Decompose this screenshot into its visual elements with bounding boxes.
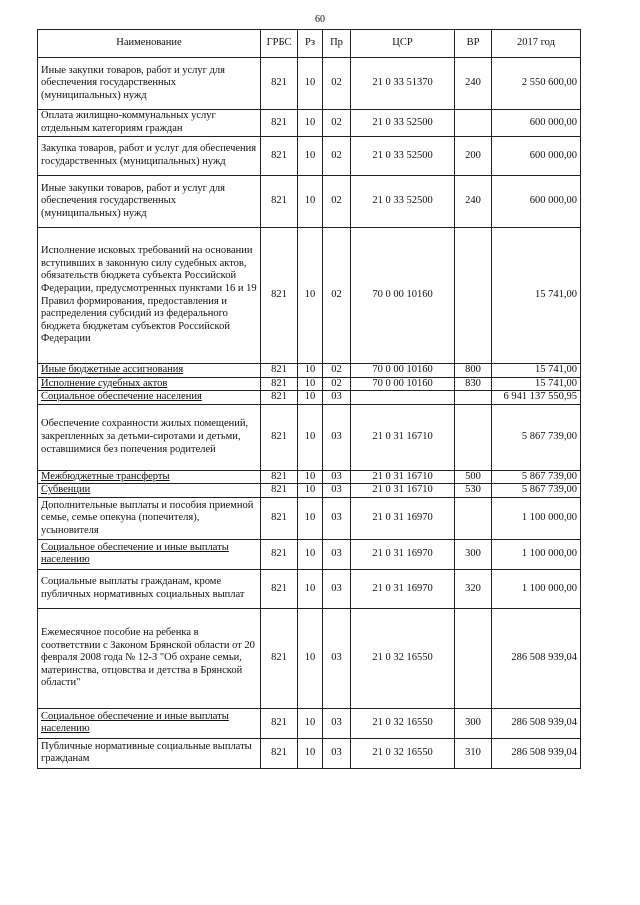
cell-amount: 600 000,00 bbox=[492, 176, 581, 228]
cell-vr: 310 bbox=[455, 738, 492, 768]
cell-name: Оплата жилищно-коммунальных услуг отдельным категориям граждан bbox=[38, 110, 261, 137]
header-vr: ВР bbox=[455, 30, 492, 58]
cell-grbs: 821 bbox=[261, 484, 298, 498]
cell-rz: 10 bbox=[298, 377, 323, 391]
cell-vr: 240 bbox=[455, 176, 492, 228]
cell-pr: 03 bbox=[323, 484, 351, 498]
cell-pr: 03 bbox=[323, 708, 351, 738]
cell-amount: 15 741,00 bbox=[492, 377, 581, 391]
cell-pr: 03 bbox=[323, 539, 351, 569]
cell-rz: 10 bbox=[298, 176, 323, 228]
cell-name: Субвенции bbox=[38, 484, 261, 498]
cell-amount: 5 867 739,00 bbox=[492, 470, 581, 484]
table-row bbox=[38, 497, 581, 539]
cell-amount: 1 100 000,00 bbox=[492, 539, 581, 569]
header-csr: ЦСР bbox=[351, 30, 455, 58]
budget-table bbox=[37, 29, 581, 769]
cell-csr bbox=[351, 391, 455, 405]
table-row bbox=[38, 470, 581, 484]
cell-amount: 286 508 939,04 bbox=[492, 708, 581, 738]
cell-vr: 200 bbox=[455, 137, 492, 176]
cell-pr: 03 bbox=[323, 738, 351, 768]
cell-pr: 03 bbox=[323, 404, 351, 470]
table-row bbox=[38, 608, 581, 708]
header-pr: Пр bbox=[323, 30, 351, 58]
cell-vr bbox=[455, 404, 492, 470]
cell-csr: 21 0 32 16550 bbox=[351, 738, 455, 768]
cell-rz: 10 bbox=[298, 569, 323, 608]
cell-vr: 530 bbox=[455, 484, 492, 498]
cell-amount: 286 508 939,04 bbox=[492, 608, 581, 708]
cell-rz: 10 bbox=[298, 110, 323, 137]
header-name: Наименование bbox=[38, 30, 261, 58]
cell-grbs: 821 bbox=[261, 176, 298, 228]
cell-grbs: 821 bbox=[261, 110, 298, 137]
cell-amount: 15 741,00 bbox=[492, 228, 581, 364]
cell-csr: 21 0 33 52500 bbox=[351, 137, 455, 176]
cell-rz: 10 bbox=[298, 470, 323, 484]
cell-csr: 21 0 32 16550 bbox=[351, 608, 455, 708]
cell-amount: 5 867 739,00 bbox=[492, 404, 581, 470]
cell-amount: 2 550 600,00 bbox=[492, 58, 581, 110]
cell-csr: 21 0 33 52500 bbox=[351, 110, 455, 137]
cell-pr: 02 bbox=[323, 377, 351, 391]
cell-rz: 10 bbox=[298, 364, 323, 378]
cell-name: Межбюджетные трансферты bbox=[38, 470, 261, 484]
cell-grbs: 821 bbox=[261, 470, 298, 484]
table-row bbox=[38, 738, 581, 768]
cell-pr: 02 bbox=[323, 58, 351, 110]
cell-vr bbox=[455, 608, 492, 708]
cell-vr: 500 bbox=[455, 470, 492, 484]
cell-rz: 10 bbox=[298, 391, 323, 405]
cell-grbs: 821 bbox=[261, 539, 298, 569]
cell-name: Публичные нормативные социальные выплаты гражданам bbox=[38, 738, 261, 768]
cell-rz: 10 bbox=[298, 738, 323, 768]
cell-pr: 02 bbox=[323, 110, 351, 137]
cell-vr bbox=[455, 228, 492, 364]
cell-rz: 10 bbox=[298, 58, 323, 110]
cell-vr: 800 bbox=[455, 364, 492, 378]
cell-grbs: 821 bbox=[261, 738, 298, 768]
cell-amount: 5 867 739,00 bbox=[492, 484, 581, 498]
cell-vr: 320 bbox=[455, 569, 492, 608]
page-number: 60 bbox=[315, 14, 325, 25]
cell-name: Исполнение судебных актов bbox=[38, 377, 261, 391]
cell-vr: 300 bbox=[455, 708, 492, 738]
header-grbs: ГРБС bbox=[261, 30, 298, 58]
cell-csr: 70 0 00 10160 bbox=[351, 377, 455, 391]
cell-name: Социальное обеспечение населения bbox=[38, 391, 261, 405]
table-row bbox=[38, 484, 581, 498]
cell-rz: 10 bbox=[298, 228, 323, 364]
cell-amount: 1 100 000,00 bbox=[492, 569, 581, 608]
cell-name: Иные бюджетные ассигнования bbox=[38, 364, 261, 378]
cell-vr: 240 bbox=[455, 58, 492, 110]
cell-pr: 03 bbox=[323, 608, 351, 708]
cell-rz: 10 bbox=[298, 708, 323, 738]
cell-vr bbox=[455, 110, 492, 137]
cell-pr: 03 bbox=[323, 569, 351, 608]
cell-name: Закупка товаров, работ и услуг для обеспечения государственных (муниципальных) нужд bbox=[38, 137, 261, 176]
cell-grbs: 821 bbox=[261, 497, 298, 539]
cell-amount: 600 000,00 bbox=[492, 110, 581, 137]
table-row bbox=[38, 539, 581, 569]
cell-name: Социальные выплаты гражданам, кроме публичных нормативных социальных выплат bbox=[38, 569, 261, 608]
table-row bbox=[38, 569, 581, 608]
cell-csr: 21 0 33 52500 bbox=[351, 176, 455, 228]
cell-grbs: 821 bbox=[261, 608, 298, 708]
cell-pr: 03 bbox=[323, 391, 351, 405]
cell-grbs: 821 bbox=[261, 404, 298, 470]
cell-rz: 10 bbox=[298, 484, 323, 498]
cell-csr: 21 0 31 16710 bbox=[351, 484, 455, 498]
table-row bbox=[38, 377, 581, 391]
header-year: 2017 год bbox=[492, 30, 581, 58]
cell-grbs: 821 bbox=[261, 58, 298, 110]
cell-name: Социальное обеспечение и иные выплаты населению bbox=[38, 708, 261, 738]
cell-csr: 21 0 31 16970 bbox=[351, 497, 455, 539]
cell-csr: 21 0 31 16710 bbox=[351, 470, 455, 484]
cell-name: Иные закупки товаров, работ и услуг для обеспечения государственных (муниципальных) нужд bbox=[38, 58, 261, 110]
cell-pr: 02 bbox=[323, 228, 351, 364]
cell-csr: 21 0 31 16970 bbox=[351, 569, 455, 608]
table-row bbox=[38, 137, 581, 176]
header-rz: Рз bbox=[298, 30, 323, 58]
cell-amount: 1 100 000,00 bbox=[492, 497, 581, 539]
cell-vr: 830 bbox=[455, 377, 492, 391]
cell-amount: 600 000,00 bbox=[492, 137, 581, 176]
table-row bbox=[38, 404, 581, 470]
cell-amount: 6 941 137 550,95 bbox=[492, 391, 581, 405]
cell-rz: 10 bbox=[298, 539, 323, 569]
cell-csr: 21 0 33 51370 bbox=[351, 58, 455, 110]
cell-grbs: 821 bbox=[261, 391, 298, 405]
table-row bbox=[38, 110, 581, 137]
cell-grbs: 821 bbox=[261, 137, 298, 176]
cell-rz: 10 bbox=[298, 497, 323, 539]
cell-pr: 03 bbox=[323, 470, 351, 484]
cell-pr: 02 bbox=[323, 364, 351, 378]
cell-pr: 02 bbox=[323, 176, 351, 228]
cell-grbs: 821 bbox=[261, 228, 298, 364]
table-row bbox=[38, 176, 581, 228]
cell-csr: 21 0 32 16550 bbox=[351, 708, 455, 738]
cell-rz: 10 bbox=[298, 608, 323, 708]
cell-name: Социальное обеспечение и иные выплаты населению bbox=[38, 539, 261, 569]
cell-pr: 03 bbox=[323, 497, 351, 539]
cell-vr: 300 bbox=[455, 539, 492, 569]
table-row bbox=[38, 391, 581, 405]
cell-grbs: 821 bbox=[261, 708, 298, 738]
cell-grbs: 821 bbox=[261, 569, 298, 608]
cell-amount: 15 741,00 bbox=[492, 364, 581, 378]
cell-csr: 21 0 31 16970 bbox=[351, 539, 455, 569]
table-row bbox=[38, 58, 581, 110]
table-row bbox=[38, 228, 581, 364]
table-header-row bbox=[38, 30, 581, 58]
cell-csr: 21 0 31 16710 bbox=[351, 404, 455, 470]
cell-vr bbox=[455, 497, 492, 539]
cell-rz: 10 bbox=[298, 404, 323, 470]
cell-name: Исполнение исковых требований на основании вступивших в законную силу судебных актов, обязательств бюджета субъекта Российской Федерации, предусмотренных пунктами 16 и 19 Правил формирования, предоставления и распределения субсидий из федерального бюджета бюджетам субъектов Российской Федерации bbox=[38, 228, 261, 364]
cell-rz: 10 bbox=[298, 137, 323, 176]
cell-name: Дополнительные выплаты и пособия приемной семье, семье опекуна (попечителя), усыновителя bbox=[38, 497, 261, 539]
table-row bbox=[38, 364, 581, 378]
table-row bbox=[38, 708, 581, 738]
cell-csr: 70 0 00 10160 bbox=[351, 228, 455, 364]
cell-name: Ежемесячное пособие на ребенка в соответствии с Законом Брянской области от 20 февраля 2008 года № 12-З "Об охране семьи, материнства, отцовства и детства в Брянской области" bbox=[38, 608, 261, 708]
cell-grbs: 821 bbox=[261, 364, 298, 378]
cell-pr: 02 bbox=[323, 137, 351, 176]
cell-csr: 70 0 00 10160 bbox=[351, 364, 455, 378]
cell-vr bbox=[455, 391, 492, 405]
cell-amount: 286 508 939,04 bbox=[492, 738, 581, 768]
cell-name: Иные закупки товаров, работ и услуг для обеспечения государственных (муниципальных) нужд bbox=[38, 176, 261, 228]
cell-name: Обеспечение сохранности жилых помещений, закрепленных за детьми-сиротами и детьми, оставшимися без попечения родителей bbox=[38, 404, 261, 470]
cell-grbs: 821 bbox=[261, 377, 298, 391]
